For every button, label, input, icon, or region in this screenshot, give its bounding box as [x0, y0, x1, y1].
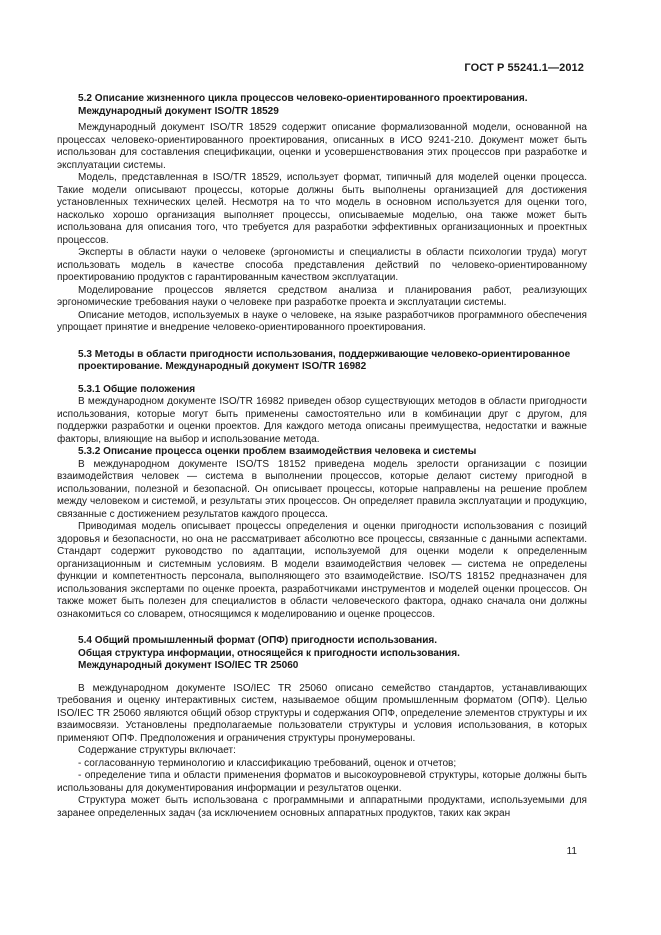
paragraph: Эксперты в области науки о человеке (эргономисты и специалисты в области психологии труда) могут использовать модель в качестве способа представления действий по человеко-ориентированному проектированию продуктов с гарантированным качеством эксплуатации. [57, 247, 587, 283]
paragraph: Моделирование процессов является средством анализа и планирования работ, реализующих эргономические требования науки о человеке при разработке проекта и эксплуатации системы. [57, 284, 587, 308]
list-item: - согласованную терминологию и классификацию требований, оценок и отчетов; [78, 757, 457, 769]
section-5-3-2-heading: 5.3.2 Описание процесса оценки проблем взаимодействия человека и системы [78, 446, 477, 457]
paragraph: Модель, представленная в ISO/TR 18529, использует формат, типичный для моделей оценки процесса. Такие модели описывают процессы, которые должны быть выполнены организацией для достижения установленных технических целей. Несмотря на то что модель в основном используется для оценки того, насколько хорошо организация выполняет процессы, описываемые моделью, она также может быть использована для описания того, что требуется для разработки эффективных организационных и проектных процессов. [57, 172, 587, 246]
section-5-2-heading: 5.2 Описание жизненного цикла процессов человеко-ориентированного проектирования. Международный документ ISO/TR 18529 [78, 93, 528, 117]
list-item: - определение типа и области применения форматов и высокоуровневой структуры, которые должны быть использованы для документирования информации и результатов оценки. [57, 770, 587, 794]
paragraph: Описание методов, используемых в науке о человеке, на языке разработчиков программного обеспечения упрощает принятие и внедрение человеко-ориентированного проектирования. [57, 309, 587, 333]
section-5-4-heading-line: Общая структура информации, относящейся к пригодности использования. [78, 647, 460, 659]
page-number: 11 [566, 846, 577, 857]
paragraph: В международном документе ISO/TS 18152 приведена модель зрелости организации с позиции взаимодействия человек — система в выполнении процессов, которые делают систему пригодной в использовании, полезной и безопасной. Он описывает процессы, которые направлены на решение проблем между человеком и системой, и результаты этих процессов. Он определяет правила эксплуатации и продукцию, связанные с достижением результатов каждого процесса. [57, 458, 587, 520]
section-5-3-heading: 5.3 Методы в области пригодности использования, поддерживающие человеко-ориентированное проектирование. Международный документ ISO/TR 16982 [78, 348, 571, 372]
page-content [57, 93, 587, 820]
paragraph: Международный документ ISO/TR 18529 содержит описание формализованной модели, основанной на процессах человеко-ориентированного проектирования, описанных в ИСО 9241-210. Документ может быть использован для составления спецификации, оценки и усовершенствования этих процессов при разработке и эксплуатации системы. [57, 122, 587, 171]
paragraph: Приводимая модель описывает процессы определения и оценки пригодности использования с позиций здоровья и безопасности, но она не рассматривает абсолютно все процессы, связанные с данными аспектами. Стандарт содержит руководство по адаптации, используемой для оценки модели к определенным организационным и системным условиям. В модели взаимодействия человек — система не определены функции и компетентность персонала, выполняющего это взаимодействие. ISO/TS 18152 предназначен для использования экспертами по оценке проекта, разработчиками инструментов и моделей оценки процессов. Он также может быть полезен для специалистов в области человеческого фактора, однако сначала они должны ознакомиться со словарем, относящимся к моделированию и оценке процессов. [57, 521, 587, 620]
paragraph: Структура может быть использована с программными и аппаратными продуктами, используемыми для заранее определенных задач (за исключением основных аппаратных продуктов, таких как экран [57, 795, 587, 819]
paragraph: В международном документе ISO/TR 16982 приведен обзор существующих методов в области пригодности использования, которые могут быть применены самостоятельно или в комбинации друг с другом, для поддержки разработки и оценки проектов. Для каждого метода описаны преимущества, недостатки и важные факторы, влияющие на выбор и использование метода. [57, 396, 587, 445]
section-5-4-heading-line: 5.4 Общий промышленный формат (ОПФ) пригодности использования. [78, 635, 438, 646]
section-5-4-heading [57, 635, 587, 673]
section-5-4-heading-line: Международный документ ISO/IEC TR 25060 [78, 660, 299, 671]
paragraph: В международном документе ISO/IEC TR 25060 описано семейство стандартов, устанавливающих требования и оценку интерактивных систем, называемое общим промышленным форматом (ОПФ). Целью ISO/IEC TR 25060 являются общий обзор структуры и содержания ОПФ, определение элементов структуры и их взаимосвязи. Установлены предполагаемые пользователи структуры и условия использования, в которых применяют ОПФ. Предположения и ограничения структуры пронумерованы. [57, 682, 587, 744]
standard-designation: ГОСТ Р 55241.1—2012 [464, 62, 584, 74]
section-5-3-1-heading: 5.3.1 Общие положения [78, 383, 196, 395]
paragraph: Содержание структуры включает: [78, 745, 236, 756]
